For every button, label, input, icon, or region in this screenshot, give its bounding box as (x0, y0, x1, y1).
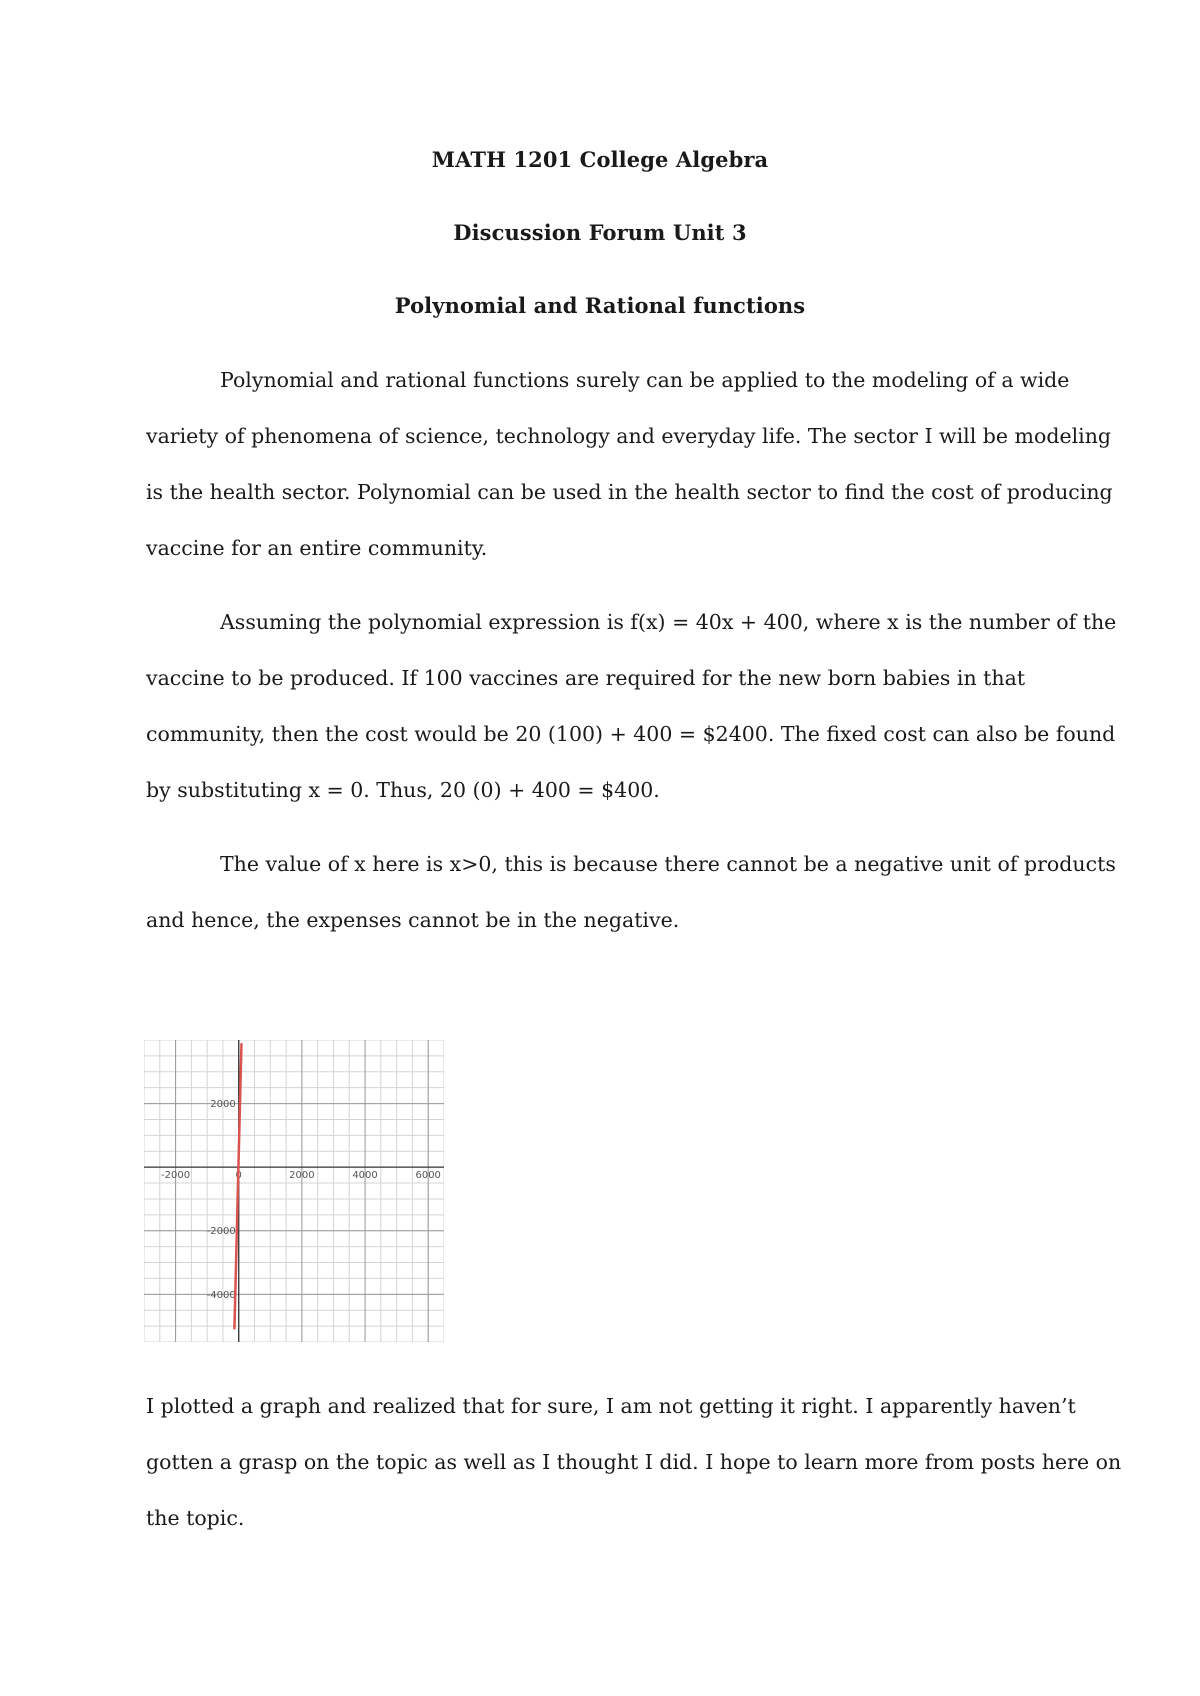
topic-title: Polynomial and Rational functions (394, 293, 806, 318)
y-tick-label: -2000 (206, 1226, 236, 1238)
text-line: Polynomial and rational functions surely can be applied to the modeling of a wide (220, 368, 1070, 392)
paragraph-intro (146, 352, 1113, 576)
graph-svg (144, 1040, 444, 1342)
x-tick-label: -2000 (161, 1170, 191, 1182)
y-tick-label: 2000 (210, 1099, 236, 1111)
text-line: and hence, the expenses cannot be in the negative. (146, 908, 680, 932)
text-line: gotten a grasp on the topic as well as I thought I did. I hope to learn more from posts here on (146, 1450, 1122, 1474)
x-tick-label: 2000 (289, 1170, 315, 1182)
text-line: is the health sector. Polynomial can be used in the health sector to find the cost of producing (146, 480, 1113, 504)
x-tick-label: 4000 (352, 1170, 378, 1182)
course-title: MATH 1201 College Algebra (431, 147, 769, 172)
text-line: vaccine for an entire community. (146, 536, 488, 560)
x-tick-label: 0 (235, 1170, 242, 1182)
paragraph-closing (146, 1378, 1122, 1546)
function-graph (144, 1040, 444, 1342)
y-tick-label: -4000 (206, 1289, 236, 1301)
text-line: the topic. (146, 1506, 245, 1530)
forum-title: Discussion Forum Unit 3 (453, 220, 747, 245)
x-tick-label: 6000 (415, 1170, 441, 1182)
paragraph-polynomial (146, 594, 1117, 818)
paragraph-domain (146, 836, 1116, 948)
text-line: by substituting x = 0. Thus, 20 (0) + 400 = $400. (146, 778, 660, 802)
text-line: vaccine to be produced. If 100 vaccines are required for the new born babies in that (146, 666, 1026, 690)
text-line: variety of phenomena of science, technology and everyday life. The sector I will be modeling (146, 424, 1112, 448)
series-line (234, 1043, 241, 1329)
text-line: community, then the cost would be 20 (100) + 400 = $2400. The fixed cost can also be found (146, 722, 1116, 746)
text-line: The value of x here is x>0, this is because there cannot be a negative unit of products (220, 852, 1116, 876)
text-line: Assuming the polynomial expression is f(x) = 40x + 400, where x is the number of the (220, 610, 1117, 634)
text-line: I plotted a graph and realized that for sure, I am not getting it right. I apparently haven’t (146, 1394, 1076, 1418)
